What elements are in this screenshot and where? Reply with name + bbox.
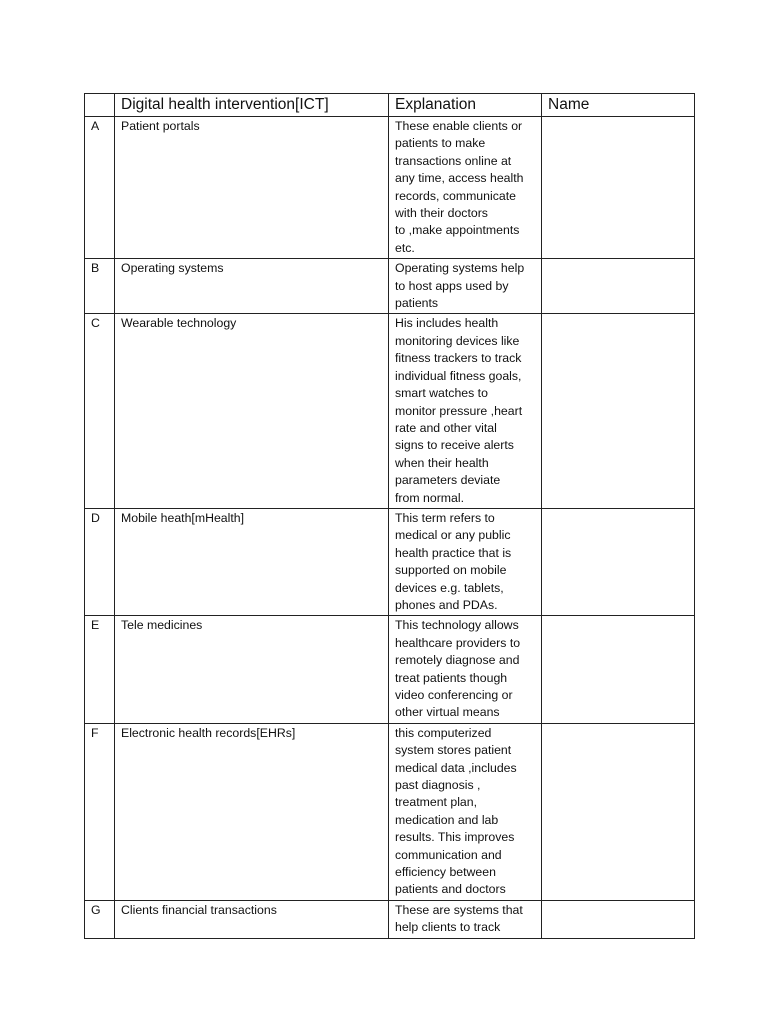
row-name xyxy=(542,508,695,615)
header-explanation: Explanation xyxy=(389,94,542,117)
row-intervention: Clients financial transactions xyxy=(115,900,389,938)
header-name: Name xyxy=(542,94,695,117)
row-intervention: Mobile heath[mHealth] xyxy=(115,508,389,615)
row-intervention: Electronic health records[EHRs] xyxy=(115,723,389,900)
row-letter: G xyxy=(85,900,115,938)
row-letter: A xyxy=(85,117,115,259)
row-letter: C xyxy=(85,314,115,508)
row-explanation: Operating systems help to host apps used by patients xyxy=(389,259,542,314)
table-row xyxy=(85,259,695,314)
row-explanation: This technology allows healthcare providers to remotely diagnose and treat patients though video conferencing or other virtual means xyxy=(389,616,542,723)
table-row xyxy=(85,723,695,900)
table-row xyxy=(85,900,695,938)
row-name xyxy=(542,616,695,723)
row-explanation: These enable clients or patients to make transactions online at any time, access health records, communicate with their doctors to ,make appointments etc. xyxy=(389,117,542,259)
row-intervention: Patient portals xyxy=(115,117,389,259)
header-letter xyxy=(85,94,115,117)
row-letter: E xyxy=(85,616,115,723)
table-row xyxy=(85,314,695,508)
row-explanation: This term refers to medical or any public health practice that is supported on mobile devices e.g. tablets, phones and PDAs. xyxy=(389,508,542,615)
row-intervention: Wearable technology xyxy=(115,314,389,508)
row-intervention: Operating systems xyxy=(115,259,389,314)
row-intervention: Tele medicines xyxy=(115,616,389,723)
table-row xyxy=(85,117,695,259)
row-letter: B xyxy=(85,259,115,314)
row-name xyxy=(542,723,695,900)
table-row xyxy=(85,616,695,723)
row-letter: F xyxy=(85,723,115,900)
row-name xyxy=(542,117,695,259)
row-explanation: His includes health monitoring devices like fitness trackers to track individual fitness goals, smart watches to monitor pressure ,heart rate and other vital signs to receive alerts when their health parameters deviate from normal. xyxy=(389,314,542,508)
row-explanation: These are systems that help clients to track xyxy=(389,900,542,938)
row-name xyxy=(542,900,695,938)
header-intervention: Digital health intervention[ICT] xyxy=(115,94,389,117)
table-header-row xyxy=(85,94,695,117)
row-explanation: this computerized system stores patient medical data ,includes past diagnosis , treatment plan, medication and lab results. This improves communication and efficiency between patients and doctors xyxy=(389,723,542,900)
table-row xyxy=(85,508,695,615)
row-name xyxy=(542,314,695,508)
intervention-table xyxy=(84,93,695,939)
row-name xyxy=(542,259,695,314)
row-letter: D xyxy=(85,508,115,615)
